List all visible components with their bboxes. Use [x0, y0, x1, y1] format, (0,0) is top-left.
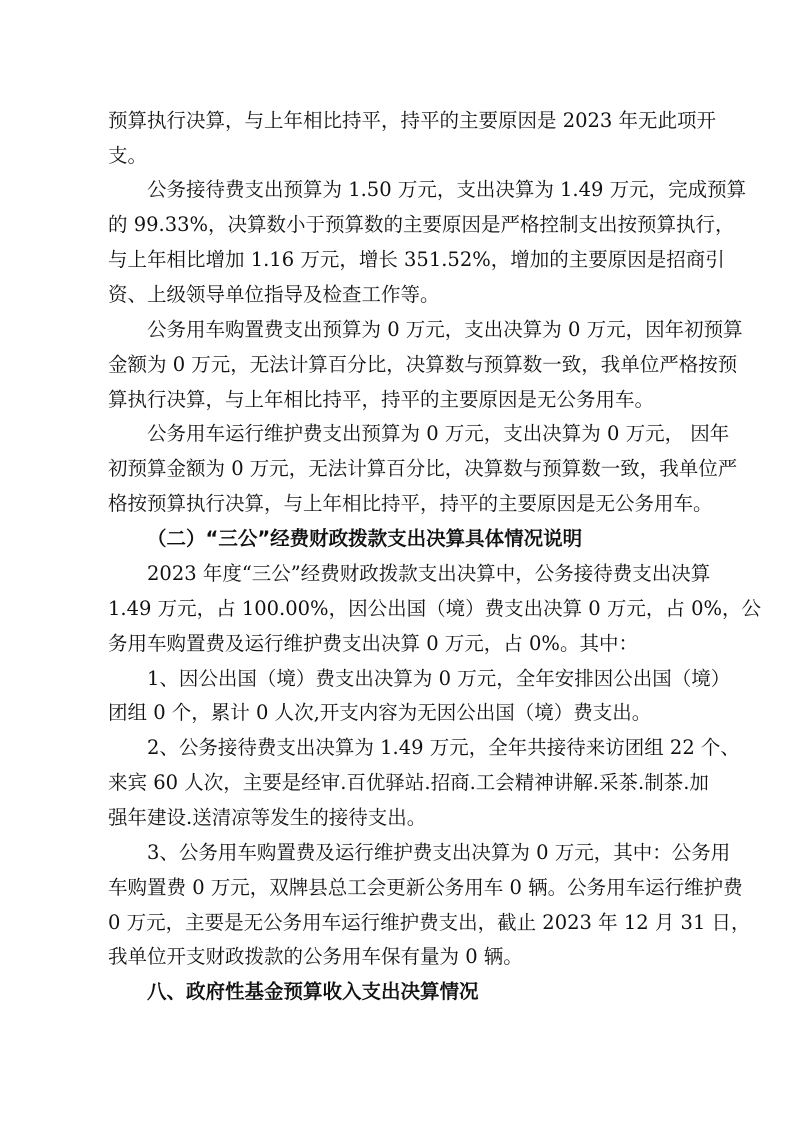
paragraph-line: 预算执行决算，与上年相比持平，持平的主要原因是 2023 年无此项开 — [108, 109, 717, 132]
paragraph-line: 资、上级领导单位指导及检查工作等。 — [108, 283, 440, 306]
paragraph-line: 初预算金额为 0 万元，无法计算百分比，决算数与预算数一致，我单位严 — [108, 457, 738, 480]
paragraph-line: 2023 年度“三公”经费财政拨款支出决算中，公务接待费支出决算 — [147, 562, 711, 585]
paragraph-line: 公务用车运行维护费支出预算为 0 万元，支出决算为 0 万元， 因年 — [147, 422, 730, 445]
paragraph-line: 团组 0 个，累计 0 人次,开支内容为无因公出国（境）费支出。 — [108, 701, 652, 724]
paragraph-line: 与上年相比增加 1.16 万元，增长 351.52%，增加的主要原因是招商引 — [108, 248, 725, 271]
paragraph-line: 1、因公出国（境）费支出决算为 0 万元，全年安排因公出国（境） — [147, 667, 731, 690]
paragraph-line: 来宾 60 人次，主要是经审.百优驿站.招商.工会精神讲解.采茶.制茶.加 — [108, 771, 709, 794]
paragraph-line: 3、公务用车购置费及运行维护费支出决算为 0 万元，其中：公务用 — [147, 841, 731, 864]
paragraph-line: 金额为 0 万元，无法计算百分比，决算数与预算数一致，我单位严格按预 — [108, 353, 738, 376]
paragraph-line: 车购置费 0 万元，双牌县总工会更新公务用车 0 辆。公务用车运行维护费 — [108, 876, 743, 899]
paragraph-line: 务用车购置费及运行维护费支出决算 0 万元，占 0%。其中： — [108, 632, 638, 655]
paragraph-line: 0 万元，主要是无公务用车运行维护费支出，截止 2023 年 12 月 31 日， — [108, 911, 751, 934]
section-heading-fund: 八、政府性基金预算收入支出决算情况 — [147, 980, 479, 1003]
paragraph-line: 强年建设.送清凉等发生的接待支出。 — [108, 806, 427, 829]
paragraph-line: 格按预算执行决算，与上年相比持平，持平的主要原因是无公务用车。 — [108, 492, 713, 515]
paragraph-line: 公务用车购置费支出预算为 0 万元，支出决算为 0 万元，因年初预算 — [147, 318, 743, 341]
paragraph-line: 支。 — [108, 144, 148, 167]
paragraph-line: 算执行决算，与上年相比持平，持平的主要原因是无公务用车。 — [108, 388, 655, 411]
paragraph-line: 2、公务接待费支出决算为 1.49 万元，全年共接待来访团组 22 个、 — [147, 736, 740, 759]
paragraph-line: 我单位开支财政拨款的公务用车保有量为 0 辆。 — [108, 945, 523, 968]
paragraph-line: 的 99.33%，决算数小于预算数的主要原因是严格控制支出按预算执行， — [108, 213, 735, 236]
section-heading-sangong: （二）“三公”经费财政拨款支出决算具体情况说明 — [147, 527, 583, 550]
paragraph-line: 公务接待费支出预算为 1.50 万元，支出决算为 1.49 万元，完成预算 — [147, 178, 747, 201]
paragraph-line: 1.49 万元，占 100.00%，因公出国（境）费支出决算 0 万元，占 0%，公 — [108, 597, 762, 620]
